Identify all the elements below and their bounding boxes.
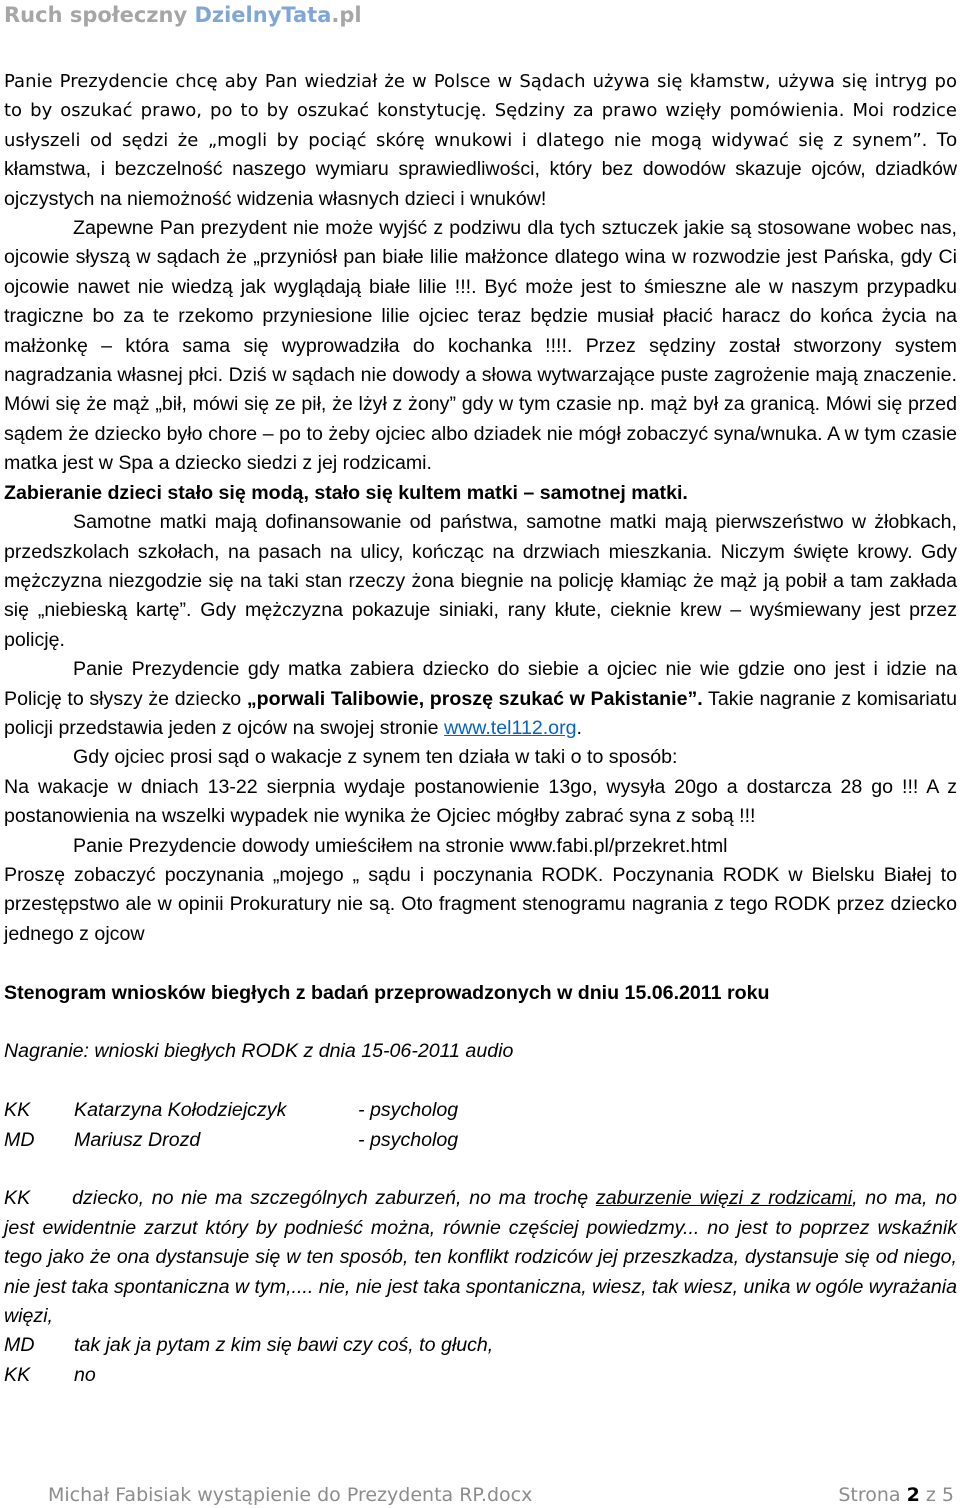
- spacer: [4, 949, 957, 978]
- transcript-underlined: zaburzenie więzi z rodzicami: [595, 1187, 853, 1210]
- speaker-code: KK: [4, 1187, 31, 1210]
- document-body: [4, 67, 957, 1390]
- spacer: [4, 1008, 957, 1037]
- transcript-text: no: [74, 1363, 96, 1386]
- paragraph-2: Zapewne Pan prezydent nie może wyjść z podziwu dla tych sztuczek jakie są stosowane wobec nas, ojcowie słyszą w sądach że „przyniósł pan białe lilie małżonce dlatego wina w rozwodzie jest Pańska, gdy Ci ojcowie nawet nie wiedzą jak wyglądają białe lilie !!!. Być może jest to śmieszne ale w naszym przypadku tragiczne bo za te rzekomo przyniesione lilie ojciec teraz będzie musiał płacić haracz do końca życia na małżonkę – która sama się wyprowadziła do kochanka !!!!. Przez sędziny został stworzony system nagradzania własnej płci. Dziś w sądach nie dowody a słowa wytwarzające puste zagrożenie mają znaczenie. Mówi się że mąż „bił, mówi się ze pił, że lżył z żony” gdy w tym czasie np. mąż był za granicą. Mówi się przed sądem że dziecko było chore – po to żeby ojciec albo dziadek nie mógł zobaczyć syna/wnuka. A w tym czasie matka jest w Spa a dziecko siedzi z jej rodzicami.: [4, 217, 957, 475]
- page-total: z 5: [919, 1483, 954, 1506]
- paragraph-5-end: .: [576, 716, 582, 739]
- paragraph-1: [4, 67, 957, 214]
- transcript-kk-1: [4, 1184, 957, 1331]
- header-domain: .pl: [331, 3, 362, 27]
- person-name: Mariusz Drozd: [74, 1128, 201, 1151]
- person-name: Katarzyna Kołodziejczyk: [74, 1099, 287, 1122]
- transcript-text: tak jak ja pytam z kim się bawi czy coś, to głuch,: [74, 1334, 494, 1357]
- paragraph-7: Na wakacje w dniach 13-22 sierpnia wydaje postanowienie 13go, wysyła 20go a dostarcza 28 go !!! A z postanowienia na wszelki wypadek nie wynika że Ojciec mógłby zabrać syna z sobą !!!: [4, 775, 957, 828]
- paragraph-4: Samotne matki mają dofinansowanie od państwa, samotne matki mają pierwszeństwo w żłobkach, przedszkolach szkołach, na pasach na ulicy, kończąc na drzwiach mieszkania. Niczym święte krowy. Gdy mężczyzna niezgodzie się na taki stan rzeczy żona biegnie na policję kłamiąc że mąż ją pobił a tam zakłada się „niebieską kartę”. Gdy mężczyzna pokazuje siniaki, rany kłute, cieknie krew – wyśmiewany jest przez policję.: [4, 511, 957, 651]
- footer-filename: Michał Fabisiak wystąpienie do Prezydenta RP.docx: [48, 1483, 533, 1506]
- speaker-code: MD: [4, 1334, 35, 1357]
- person-row-kk: [4, 1096, 957, 1125]
- person-row-md: [4, 1126, 957, 1155]
- paragraph-1-part-b: To kłamstwa, i bezczelność naszego wymiaru sprawiedliwości, który bez dowodów skazuje ojców, dziadków ojczystych na niemożność widzenia własnych dzieci i wnuków!: [4, 128, 957, 210]
- header-brand: DzielnyTata: [194, 3, 332, 27]
- page-number: 2: [906, 1483, 920, 1506]
- paragraph-8: Panie Prezydencie dowody umieściłem na stronie www.fabi.pl/przekret.html: [73, 834, 728, 857]
- paragraph-5-part-a: Panie Prezydencie gdy matka zabiera dziecko do siebie a ojciec nie wie gdzie ono jest i idzie na Policję to słyszy że dziecko: [4, 658, 957, 710]
- tel112-link[interactable]: www.tel112.org: [444, 716, 577, 739]
- transcript-md-1: [4, 1331, 957, 1360]
- paragraph-9: Proszę zobaczyć poczynania „mojego „ sądu i poczynania RODK. Poczynania RODK w Bielsku Białej to przestępstwo ale w opinii Prokuratury nie są. Oto fragment stenogramu nagrania z tego RODK przez dziecko jednego z ojcow: [4, 863, 957, 945]
- paragraph-1-part-a: Panie Prezydencie chcę aby Pan wiedział że w Polsce w Sądach używa się kłamstw, używa się intryg po to by oszukać prawo, po to by oszukać konstytucję. Sędziny za prawo wzięły pomówienia. Moi rodzice usłyszeli od sędzi że „mogli by pociąć skórę wnukowi i dlatego nie mogą widywać się z synem”.: [4, 71, 957, 151]
- page-label: Strona: [838, 1483, 907, 1506]
- transcript-kk-2: [4, 1361, 957, 1390]
- paragraph-5: [4, 655, 957, 743]
- spacer: [4, 1067, 957, 1096]
- page-indicator: [838, 1484, 954, 1506]
- person-role: - psycholog: [358, 1099, 459, 1122]
- header-text-prefix: Ruch społeczny: [4, 3, 195, 27]
- transcript-text: dziecko, no nie ma szczególnych zaburzeń, no ma trochę: [72, 1187, 596, 1210]
- person-role: - psycholog: [358, 1128, 459, 1151]
- transcript-text-cont: , no ma, no jest ewidentnie zarzut który by podnieść można, równie częściej powiedzmy... no jest to poprzez wskaźnik tego jako że ona dystansuje się w ten sposób, ten konflikt rodziców jej przeszkadza, dystansuje się od niego, nie jest taka spontaniczna w tym,.... nie, nie jest taka spontaniczna, wiesz, tak wiesz, unika w ogóle wyrażania więzi,: [4, 1187, 958, 1327]
- stenogram-heading: Stenogram wniosków biegłych z badań przeprowadzonych w dniu 15.06.2011 roku: [4, 981, 770, 1004]
- paragraph-6: Gdy ojciec prosi sąd o wakacje z synem ten działa w taki o to sposób:: [73, 746, 678, 769]
- person-code: MD: [4, 1128, 35, 1151]
- paragraph-3-bold: Zabieranie dzieci stało się modą, stało się kultem matki – samotnej matki.: [4, 481, 688, 504]
- person-code: KK: [4, 1099, 31, 1122]
- paragraph-5-part-c: Takie nagranie z komisariatu policji przedstawia jeden z ojców na swojej stronie: [4, 687, 958, 739]
- paragraph-5-bold-quote: „porwali Talibowie, proszę szukać w Pakistanie”.: [246, 687, 703, 710]
- spacer: [4, 1155, 957, 1184]
- document-footer: [48, 1481, 954, 1508]
- recording-title: Nagranie: wnioski biegłych RODK z dnia 15-06-2011 audio: [4, 1040, 514, 1063]
- speaker-code: KK: [4, 1363, 31, 1386]
- document-header: [4, 0, 362, 30]
